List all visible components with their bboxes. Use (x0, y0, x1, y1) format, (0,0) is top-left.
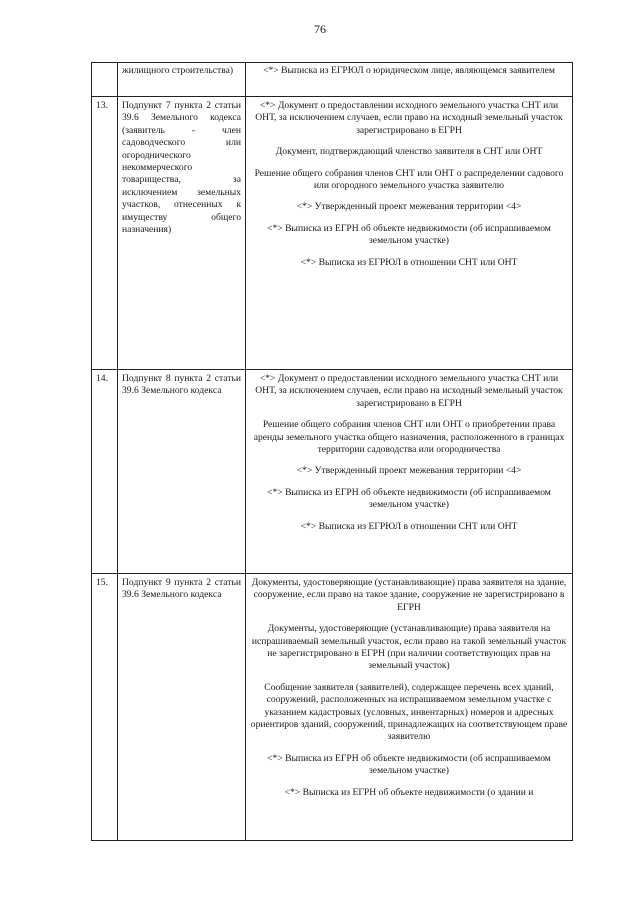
document-item: <*> Документ о предоставлении исходного земельного участка СНТ или ОНТ, за исключением случаев, если право на исходный земельный участок зарегистрировано в ЕГРН (255, 100, 563, 136)
documents-list (246, 97, 573, 370)
document-item: Решение общего собрания членов СНТ или ОНТ о распределении садового или огородного земельного участка заявителю (254, 167, 564, 192)
document-item: <*> Выписка из ЕГРЮЛ в отношении СНТ или ОНТ (300, 256, 518, 268)
document-item: Документы, удостоверяющие (устанавливающие) права заявителя на испрашиваемый земельный участок, если право на такой земельный участок не зарегистрировано в ЕГРН (при наличии соответствующих прав на земельный участок) (251, 623, 567, 672)
document-item: Документы, удостоверяющие (устанавливающие) права заявителя на здание, сооружение, если право на такое здание, сооружение не зарегистрировано в ЕГРН (251, 577, 567, 613)
documents-list (246, 370, 573, 574)
document-item: <*> Выписка из ЕГРН об объекте недвижимости (об испрашиваемом земельном участке) (267, 222, 551, 247)
table-row (92, 574, 573, 841)
legal-basis: жилищного строительства) (118, 63, 246, 97)
document-item: Решение общего собрания членов СНТ или ОНТ о приобретении права аренды земельного участка общего назначения, расположенного в границах территории садоводства или огородничества (253, 419, 565, 456)
document-item: Документ, подтверждающий членство заявителя в СНТ или ОНТ (275, 146, 543, 158)
document-item: <*> Утвержденный проект межевания территории <4> (296, 201, 522, 213)
document-item: <*> Выписка из ЕГРЮЛ в отношении СНТ или ОНТ (300, 520, 518, 532)
document-item: <*> Выписка из ЕГРН об объекте недвижимости (о здании и (284, 786, 534, 798)
table-row (92, 370, 573, 574)
row-number: 14. (92, 370, 118, 574)
page-number: 76 (314, 22, 326, 36)
document-item: <*> Выписка из ЕГРН об объекте недвижимости (об испрашиваемом земельном участке) (267, 752, 551, 777)
row-number: 15. (92, 574, 118, 841)
document-item: <*> Утвержденный проект межевания территории <4> (296, 465, 522, 477)
document-item: <*> Документ о предоставлении исходного земельного участка СНТ или ОНТ, за исключением случаев, если право на исходный земельный участок зарегистрировано в ЕГРН (255, 373, 563, 409)
document-item: Сообщение заявителя (заявителей), содержащее перечень всех зданий, сооружений, расположенных на испрашиваемом земельном участке с указанием кадастровых (условных, инвентарных) номеров и адресных ориентиров зданий, сооружений, принадлежащих на соответствующем праве заявителю (250, 681, 568, 743)
legal-basis: Подпункт 7 пункта 2 статьи 39.6 Земельного кодекса (заявитель - член садоводческого или огороднического некоммерческого товарищества, за исключением земельных участков, отнесенных к имуществу общего назначения) (118, 97, 246, 370)
legal-basis: Подпункт 8 пункта 2 статьи 39.6 Земельного кодекса (118, 370, 246, 574)
table-row (92, 97, 573, 370)
document-item: <*> Выписка из ЕГРН об объекте недвижимости (об испрашиваемом земельном участке) (267, 486, 551, 511)
documents-list (246, 574, 573, 841)
documents-table (91, 62, 573, 841)
table-row (92, 63, 573, 97)
document-item: <*> Выписка из ЕГРЮЛ о юридическом лице, являющемся заявителем (263, 65, 555, 76)
row-number: 13. (92, 97, 118, 370)
row-number (92, 63, 118, 97)
legal-basis: Подпункт 9 пункта 2 статьи 39.6 Земельного кодекса (118, 574, 246, 841)
documents-list (246, 63, 573, 97)
